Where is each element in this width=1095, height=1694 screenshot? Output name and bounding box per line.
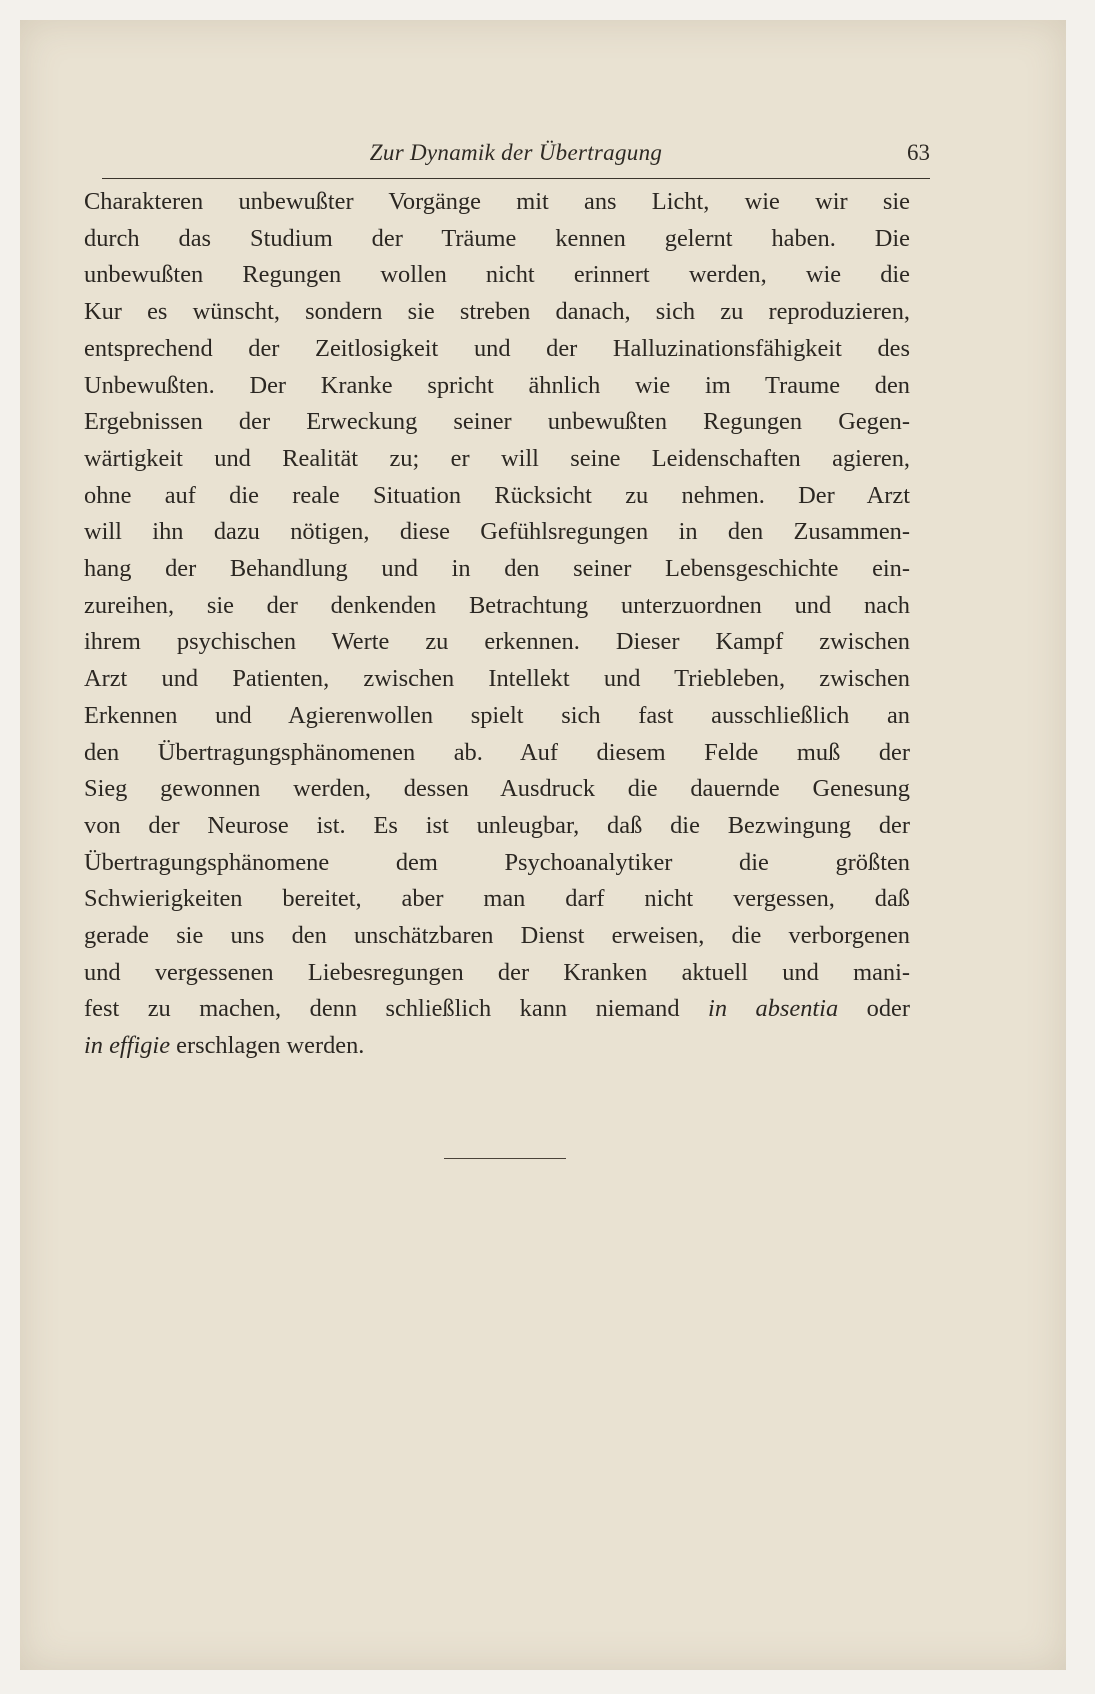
text-segment: oder [838,995,910,1023]
text-line: Arzt und Patienten, zwischen Intellekt und Triebleben, zwischen [84,665,910,693]
text-line: Übertragungsphänomene dem Psychoanalytiker die größten [84,848,910,876]
text-line: unbewußten Regungen wollen nicht erinnert werden, wie die [84,261,910,289]
text-line: entsprechend der Zeitlosigkeit und der Halluzinationsfähigkeit des [84,334,910,362]
text-line: Sieg gewonnen werden, dessen Ausdruck die dauernde Genesung [84,775,910,803]
text-line: durch das Studium der Träume kennen gelernt haben. Die [84,224,910,252]
text-line: will ihn dazu nötigen, diese Gefühlsregungen in den Zusammen- [84,518,910,546]
body-paragraph [84,184,910,1065]
text-line: Charakteren unbewußter Vorgänge mit ans Licht, wie wir sie [84,188,910,215]
section-end-rule [444,1158,566,1159]
text-segment: erschlagen werden. [170,1032,365,1060]
text-line: wärtigkeit und Realität zu; er will seine Leidenschaften agieren, [84,444,910,472]
text-line: Schwierigkeiten bereitet, aber man darf nicht vergessen, daß [84,885,910,913]
text-line: Kur es wünscht, sondern sie streben danach, sich zu reproduzieren, [84,298,910,326]
text-line: gerade sie uns den unschätzbaren Dienst erweisen, die verborgenen [84,922,910,950]
text-line: von der Neurose ist. Es ist unleugbar, daß die Bezwingung der [84,811,910,839]
page-header [102,138,930,179]
page-number: 63 [907,140,930,165]
italic-phrase: in absentia [708,995,839,1023]
text-line: Unbewußten. Der Kranke spricht ähnlich wie im Traume den [84,371,910,399]
text-line-22 [84,991,910,1028]
running-title: Zur Dynamik der Übertragung [369,140,663,165]
text-line: den Übertragungsphänomenen ab. Auf diesem Felde muß der [84,738,910,766]
text-line: Ergebnissen der Erweckung seiner unbewußten Regungen Gegen- [84,408,910,436]
text-segment: fest zu machen, denn schließlich kann niemand [84,995,709,1023]
text-line: hang der Behandlung und in den seiner Lebensgeschichte ein- [84,555,910,583]
text-line: ihrem psychischen Werte zu erkennen. Dieser Kampf zwischen [84,628,910,656]
text-line: zureihen, sie der denkenden Betrachtung unterzuordnen und nach [84,591,910,619]
italic-phrase: in effigie [84,1032,171,1060]
text-line-last [84,1028,910,1065]
text-line: ohne auf die reale Situation Rücksicht zu nehmen. Der Arzt [84,481,910,509]
text-line: Erkennen und Agierenwollen spielt sich fast ausschließlich an [84,701,910,729]
text-line: und vergessenen Liebesregungen der Kranken aktuell und mani- [84,958,910,986]
